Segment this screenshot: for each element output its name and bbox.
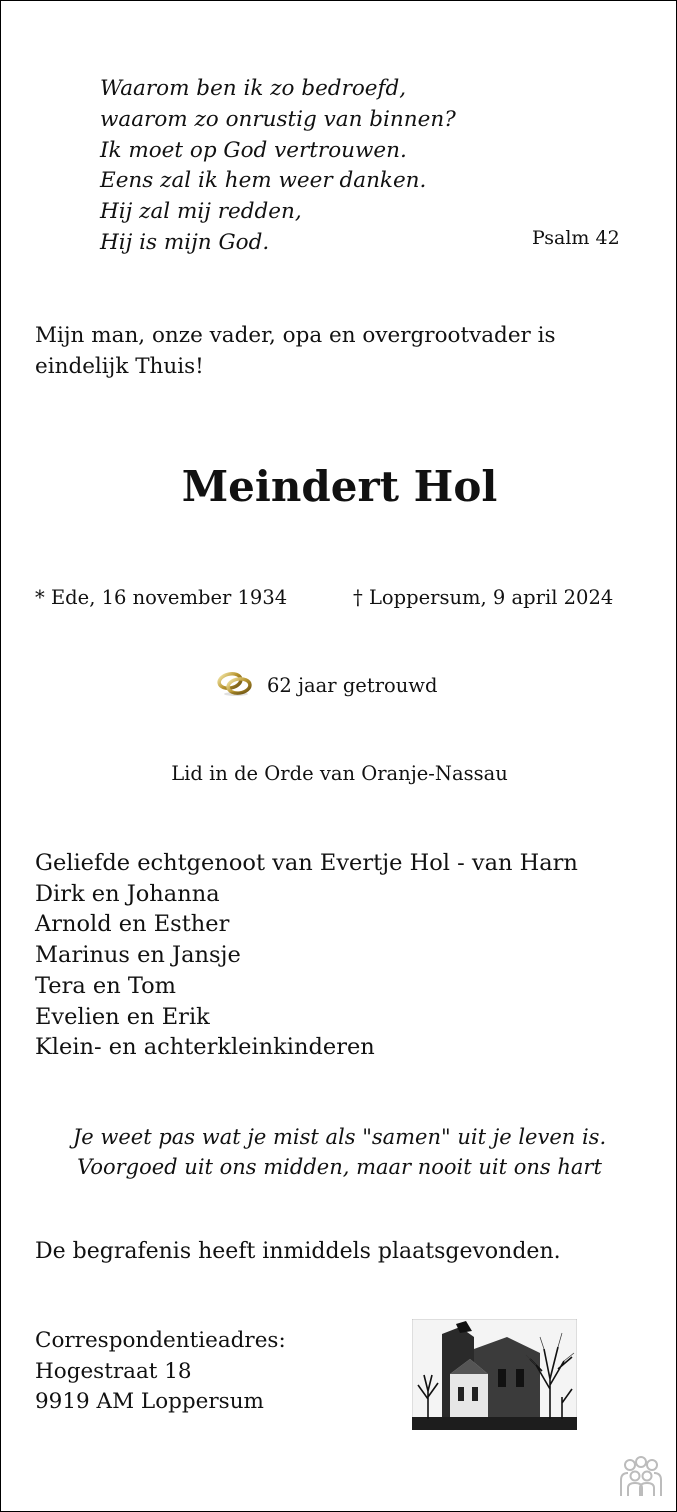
family-line: Tera en Tom: [35, 972, 176, 999]
family-list: [35, 848, 578, 1063]
family-line: Evelien en Erik: [35, 1003, 210, 1030]
death-date: † Loppersum, 9 april 2024: [353, 586, 614, 609]
wedding-rings-icon: [216, 667, 254, 699]
poem-source: Psalm 42: [532, 227, 620, 249]
family-line: Geliefde echtgenoot van Evertje Hol - van Harn: [35, 850, 578, 876]
address-label: Correspondentieadres:: [35, 1328, 286, 1353]
poem-line: waarom zo onrustig van binnen?: [100, 106, 456, 132]
poem-line: Waarom ben ik zo bedroefd,: [100, 76, 407, 101]
intro-text: Mijn man, onze vader, opa en overgrootvader is eindelijk Thuis!: [35, 323, 556, 379]
family-line: Marinus en Jansje: [35, 942, 241, 969]
people-group-logo-icon: [616, 1456, 666, 1500]
quote-line: Je weet pas wat je mist als "samen" uit je leven is.: [72, 1125, 607, 1149]
married-text: 62 jaar getrouwd: [267, 674, 438, 697]
church-photo: [412, 1319, 577, 1430]
poem: [100, 74, 456, 259]
birth-date: * Ede, 16 november 1934: [35, 586, 288, 609]
address-street: Hogestraat 18: [35, 1358, 192, 1384]
funeral-notice: De begrafenis heeft inmiddels plaatsgevonden.: [35, 1239, 561, 1264]
poem-line: Ik moet op God vertrouwen.: [100, 137, 407, 163]
order-membership: Lid in de Orde van Oranje-Nassau: [171, 762, 508, 785]
poem-line: Hij zal mij redden,: [100, 199, 302, 225]
quote-line: Voorgoed uit ons midden, maar nooit uit ons hart: [77, 1155, 602, 1179]
poem-line: Eens zal ik hem weer danken.: [100, 168, 427, 194]
closing-quote: [1, 1122, 677, 1182]
family-line: Arnold en Esther: [35, 911, 230, 938]
address-city: 9919 AM Loppersum: [35, 1389, 264, 1414]
deceased-name: Meindert Hol: [181, 462, 498, 511]
poem-line: Hij is mijn God.: [100, 229, 270, 255]
family-line: Klein- en achterkleinkinderen: [35, 1034, 375, 1061]
correspondence-address: [35, 1326, 286, 1418]
family-line: Dirk en Johanna: [35, 880, 220, 907]
